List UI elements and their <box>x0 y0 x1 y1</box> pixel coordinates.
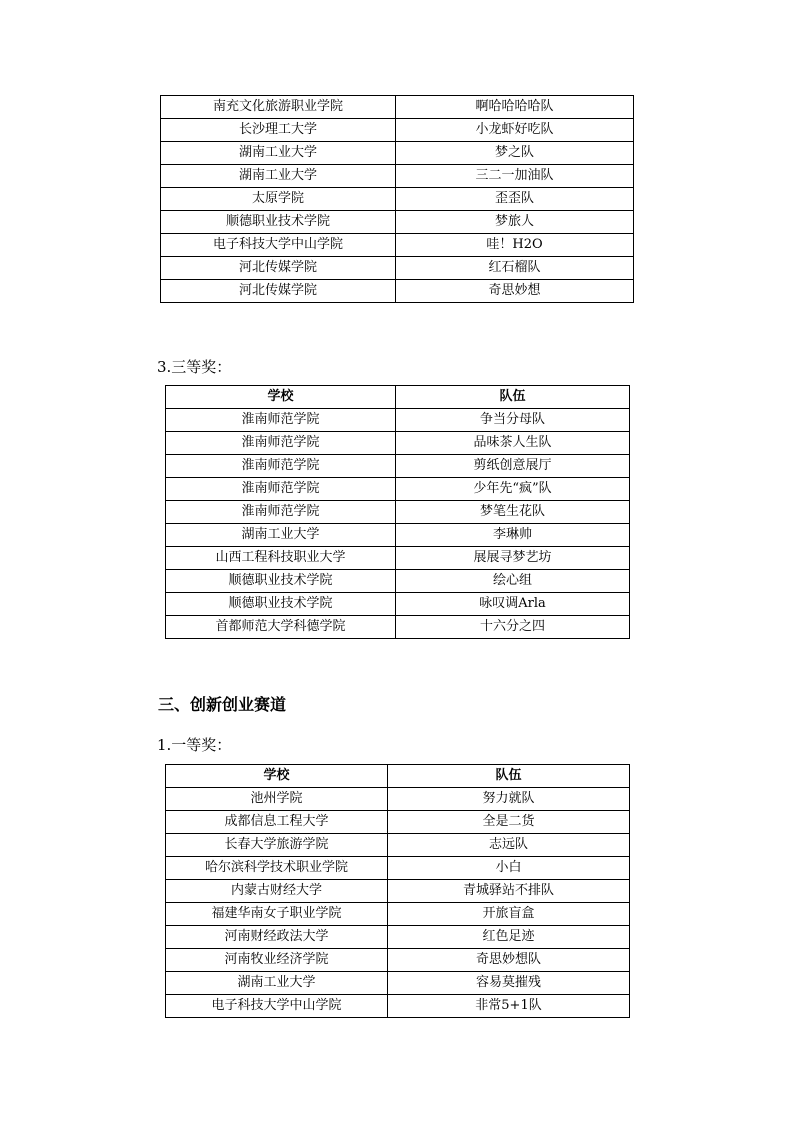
table-row <box>161 188 634 211</box>
team-cell: 奇思妙想 <box>396 280 634 303</box>
school-cell: 顺德职业技术学院 <box>166 593 396 616</box>
school-cell: 内蒙古财经大学 <box>166 880 388 903</box>
table-row <box>166 455 630 478</box>
team-cell: 绘心组 <box>396 570 630 593</box>
team-cell: 梦旅人 <box>396 211 634 234</box>
table-row <box>166 593 630 616</box>
school-cell: 河南财经政法大学 <box>166 926 388 949</box>
team-cell: 梦笔生花队 <box>396 501 630 524</box>
first-prize-label: 1.一等奖： <box>157 736 232 754</box>
second-prize-table-continued <box>160 95 634 303</box>
table-row <box>166 409 630 432</box>
school-cell: 湖南工业大学 <box>161 142 396 165</box>
table-header-row <box>166 765 630 788</box>
table-row <box>161 96 634 119</box>
school-cell: 哈尔滨科学技术职业学院 <box>166 857 388 880</box>
school-cell: 河北传媒学院 <box>161 280 396 303</box>
team-cell: 梦之队 <box>396 142 634 165</box>
table-row <box>161 165 634 188</box>
third-prize-table <box>165 385 630 639</box>
team-cell: 争当分母队 <box>396 409 630 432</box>
table-row <box>166 501 630 524</box>
school-cell: 南充文化旅游职业学院 <box>161 96 396 119</box>
school-cell: 山西工程科技职业大学 <box>166 547 396 570</box>
table-row <box>166 811 630 834</box>
school-cell: 太原学院 <box>161 188 396 211</box>
team-cell: 哇！H2O <box>396 234 634 257</box>
team-cell: 剪纸创意展厅 <box>396 455 630 478</box>
table-row <box>166 949 630 972</box>
school-cell: 河南牧业经济学院 <box>166 949 388 972</box>
table-body <box>166 409 630 639</box>
table-row <box>161 211 634 234</box>
team-cell: 红石榴队 <box>396 257 634 280</box>
team-cell: 青城驿站不排队 <box>388 880 630 903</box>
table-body <box>161 96 634 303</box>
table-body <box>166 788 630 1018</box>
innovation-track-heading: 三、创新创业赛道 <box>158 695 287 714</box>
table-row <box>166 570 630 593</box>
first-prize-table <box>165 764 630 1018</box>
school-cell: 池州学院 <box>166 788 388 811</box>
team-cell: 歪歪队 <box>396 188 634 211</box>
header-school: 学校 <box>166 765 388 788</box>
team-cell: 三二一加油队 <box>396 165 634 188</box>
school-cell: 电子科技大学中山学院 <box>166 995 388 1018</box>
school-cell: 成都信息工程大学 <box>166 811 388 834</box>
team-cell: 志远队 <box>388 834 630 857</box>
team-cell: 小龙虾好吃队 <box>396 119 634 142</box>
team-cell: 非常5+1队 <box>388 995 630 1018</box>
school-cell: 首都师范大学科德学院 <box>166 616 396 639</box>
table-row <box>161 119 634 142</box>
team-cell: 李琳帅 <box>396 524 630 547</box>
school-cell: 淮南师范学院 <box>166 501 396 524</box>
table-row <box>166 880 630 903</box>
school-cell: 河北传媒学院 <box>161 257 396 280</box>
table-row <box>161 142 634 165</box>
header-school: 学校 <box>166 386 396 409</box>
header-team: 队伍 <box>396 386 630 409</box>
team-cell: 品味茶人生队 <box>396 432 630 455</box>
table-row <box>166 478 630 501</box>
team-cell: 全是二货 <box>388 811 630 834</box>
table-row <box>166 834 630 857</box>
table-row <box>161 234 634 257</box>
team-cell: 奇思妙想队 <box>388 949 630 972</box>
school-cell: 湖南工业大学 <box>166 524 396 547</box>
team-cell: 咏叹调Arla <box>396 593 630 616</box>
table-row <box>166 524 630 547</box>
table-row <box>166 432 630 455</box>
table-row <box>166 616 630 639</box>
table-row <box>161 280 634 303</box>
table-row <box>166 547 630 570</box>
team-cell: 小白 <box>388 857 630 880</box>
school-cell: 湖南工业大学 <box>161 165 396 188</box>
school-cell: 顺德职业技术学院 <box>161 211 396 234</box>
team-cell: 十六分之四 <box>396 616 630 639</box>
table-row <box>161 257 634 280</box>
team-cell: 努力就队 <box>388 788 630 811</box>
school-cell: 顺德职业技术学院 <box>166 570 396 593</box>
third-prize-label: 3.三等奖： <box>157 358 232 376</box>
team-cell: 啊哈哈哈哈队 <box>396 96 634 119</box>
school-cell: 淮南师范学院 <box>166 455 396 478</box>
table-row <box>166 926 630 949</box>
team-cell: 展展寻梦艺坊 <box>396 547 630 570</box>
table-row <box>166 857 630 880</box>
school-cell: 淮南师范学院 <box>166 432 396 455</box>
table-row <box>166 972 630 995</box>
school-cell: 长春大学旅游学院 <box>166 834 388 857</box>
team-cell: 少年先“疯”队 <box>396 478 630 501</box>
team-cell: 开旅盲盒 <box>388 903 630 926</box>
school-cell: 湖南工业大学 <box>166 972 388 995</box>
school-cell: 电子科技大学中山学院 <box>161 234 396 257</box>
header-team: 队伍 <box>388 765 630 788</box>
team-cell: 容易莫摧残 <box>388 972 630 995</box>
table-header-row <box>166 386 630 409</box>
team-cell: 红色足迹 <box>388 926 630 949</box>
school-cell: 淮南师范学院 <box>166 478 396 501</box>
table-row <box>166 788 630 811</box>
school-cell: 淮南师范学院 <box>166 409 396 432</box>
table-row <box>166 995 630 1018</box>
school-cell: 长沙理工大学 <box>161 119 396 142</box>
table-row <box>166 903 630 926</box>
school-cell: 福建华南女子职业学院 <box>166 903 388 926</box>
